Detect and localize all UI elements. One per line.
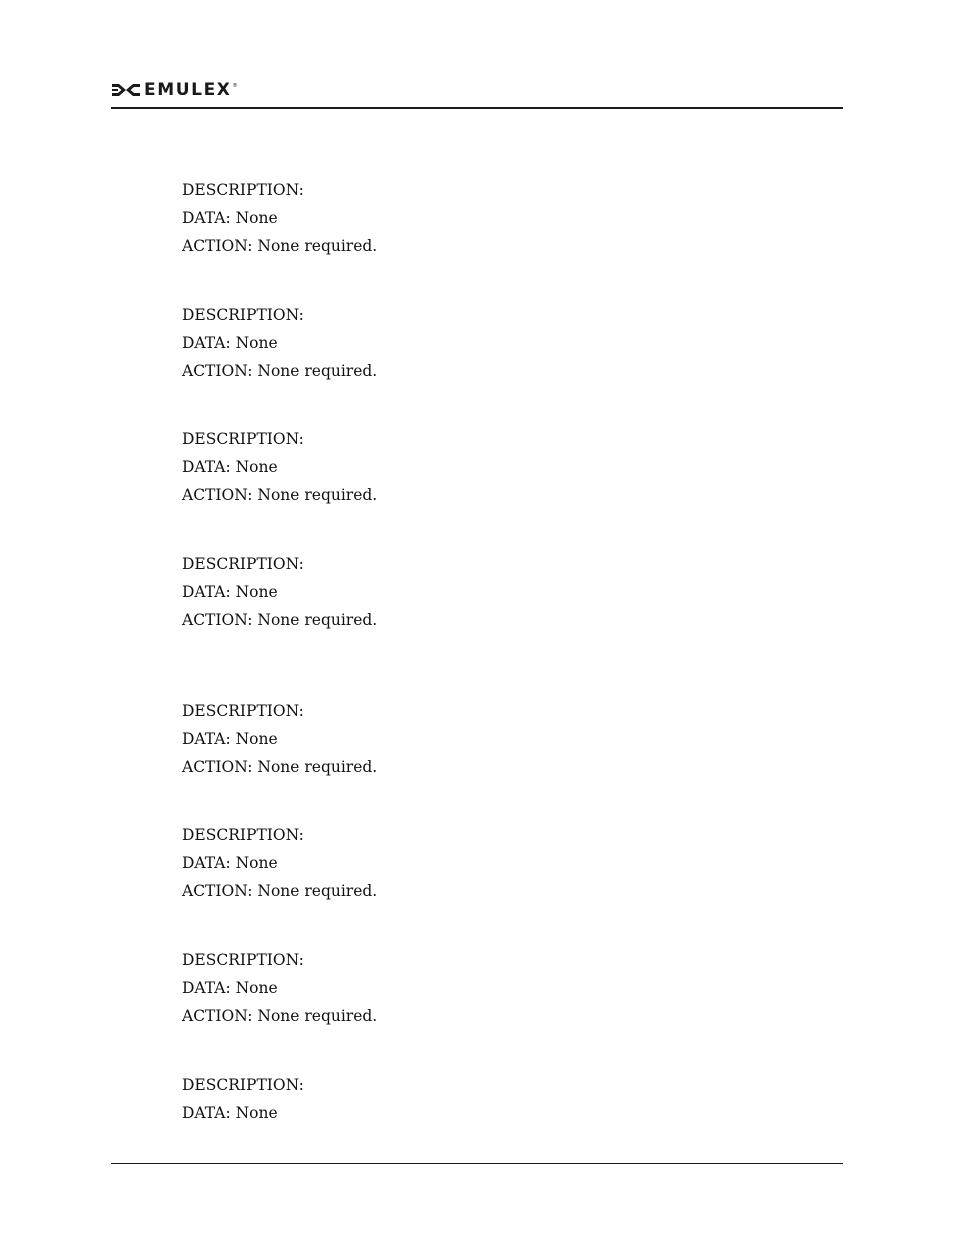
entry-data: DATA: None	[182, 334, 278, 352]
entry-description: DESCRIPTION:	[182, 181, 304, 199]
entry-description: DESCRIPTION:	[182, 555, 304, 573]
entry-description: DESCRIPTION:	[182, 1076, 304, 1094]
entry-action: ACTION: None required.	[182, 758, 378, 776]
entry-data: DATA: None	[182, 583, 278, 601]
entry-description: DESCRIPTION:	[182, 306, 304, 324]
entry-description: DESCRIPTION:	[182, 702, 304, 720]
entry-action: ACTION: None required.	[182, 882, 378, 900]
entry-data: DATA: None	[182, 979, 278, 997]
emulex-x-icon	[111, 82, 141, 98]
trademark-symbol: ®	[232, 83, 238, 89]
emulex-logo	[111, 81, 238, 99]
header-divider	[111, 107, 843, 109]
entry-description: DESCRIPTION:	[182, 430, 304, 448]
entry-description: DESCRIPTION:	[182, 951, 304, 969]
page-header	[111, 78, 843, 110]
entry-action: ACTION: None required.	[182, 1007, 378, 1025]
entry-action: ACTION: None required.	[182, 237, 378, 255]
entry-data: DATA: None	[182, 209, 278, 227]
entry-data: DATA: None	[182, 1104, 278, 1122]
entry-data: DATA: None	[182, 854, 278, 872]
entry-data: DATA: None	[182, 458, 278, 476]
entry-description: DESCRIPTION:	[182, 826, 304, 844]
footer-divider	[111, 1163, 843, 1164]
entry-action: ACTION: None required.	[182, 611, 378, 629]
entry-action: ACTION: None required.	[182, 362, 378, 380]
entry-data: DATA: None	[182, 730, 278, 748]
logo-wordmark: EMULEX	[144, 80, 232, 100]
entry-action: ACTION: None required.	[182, 486, 378, 504]
